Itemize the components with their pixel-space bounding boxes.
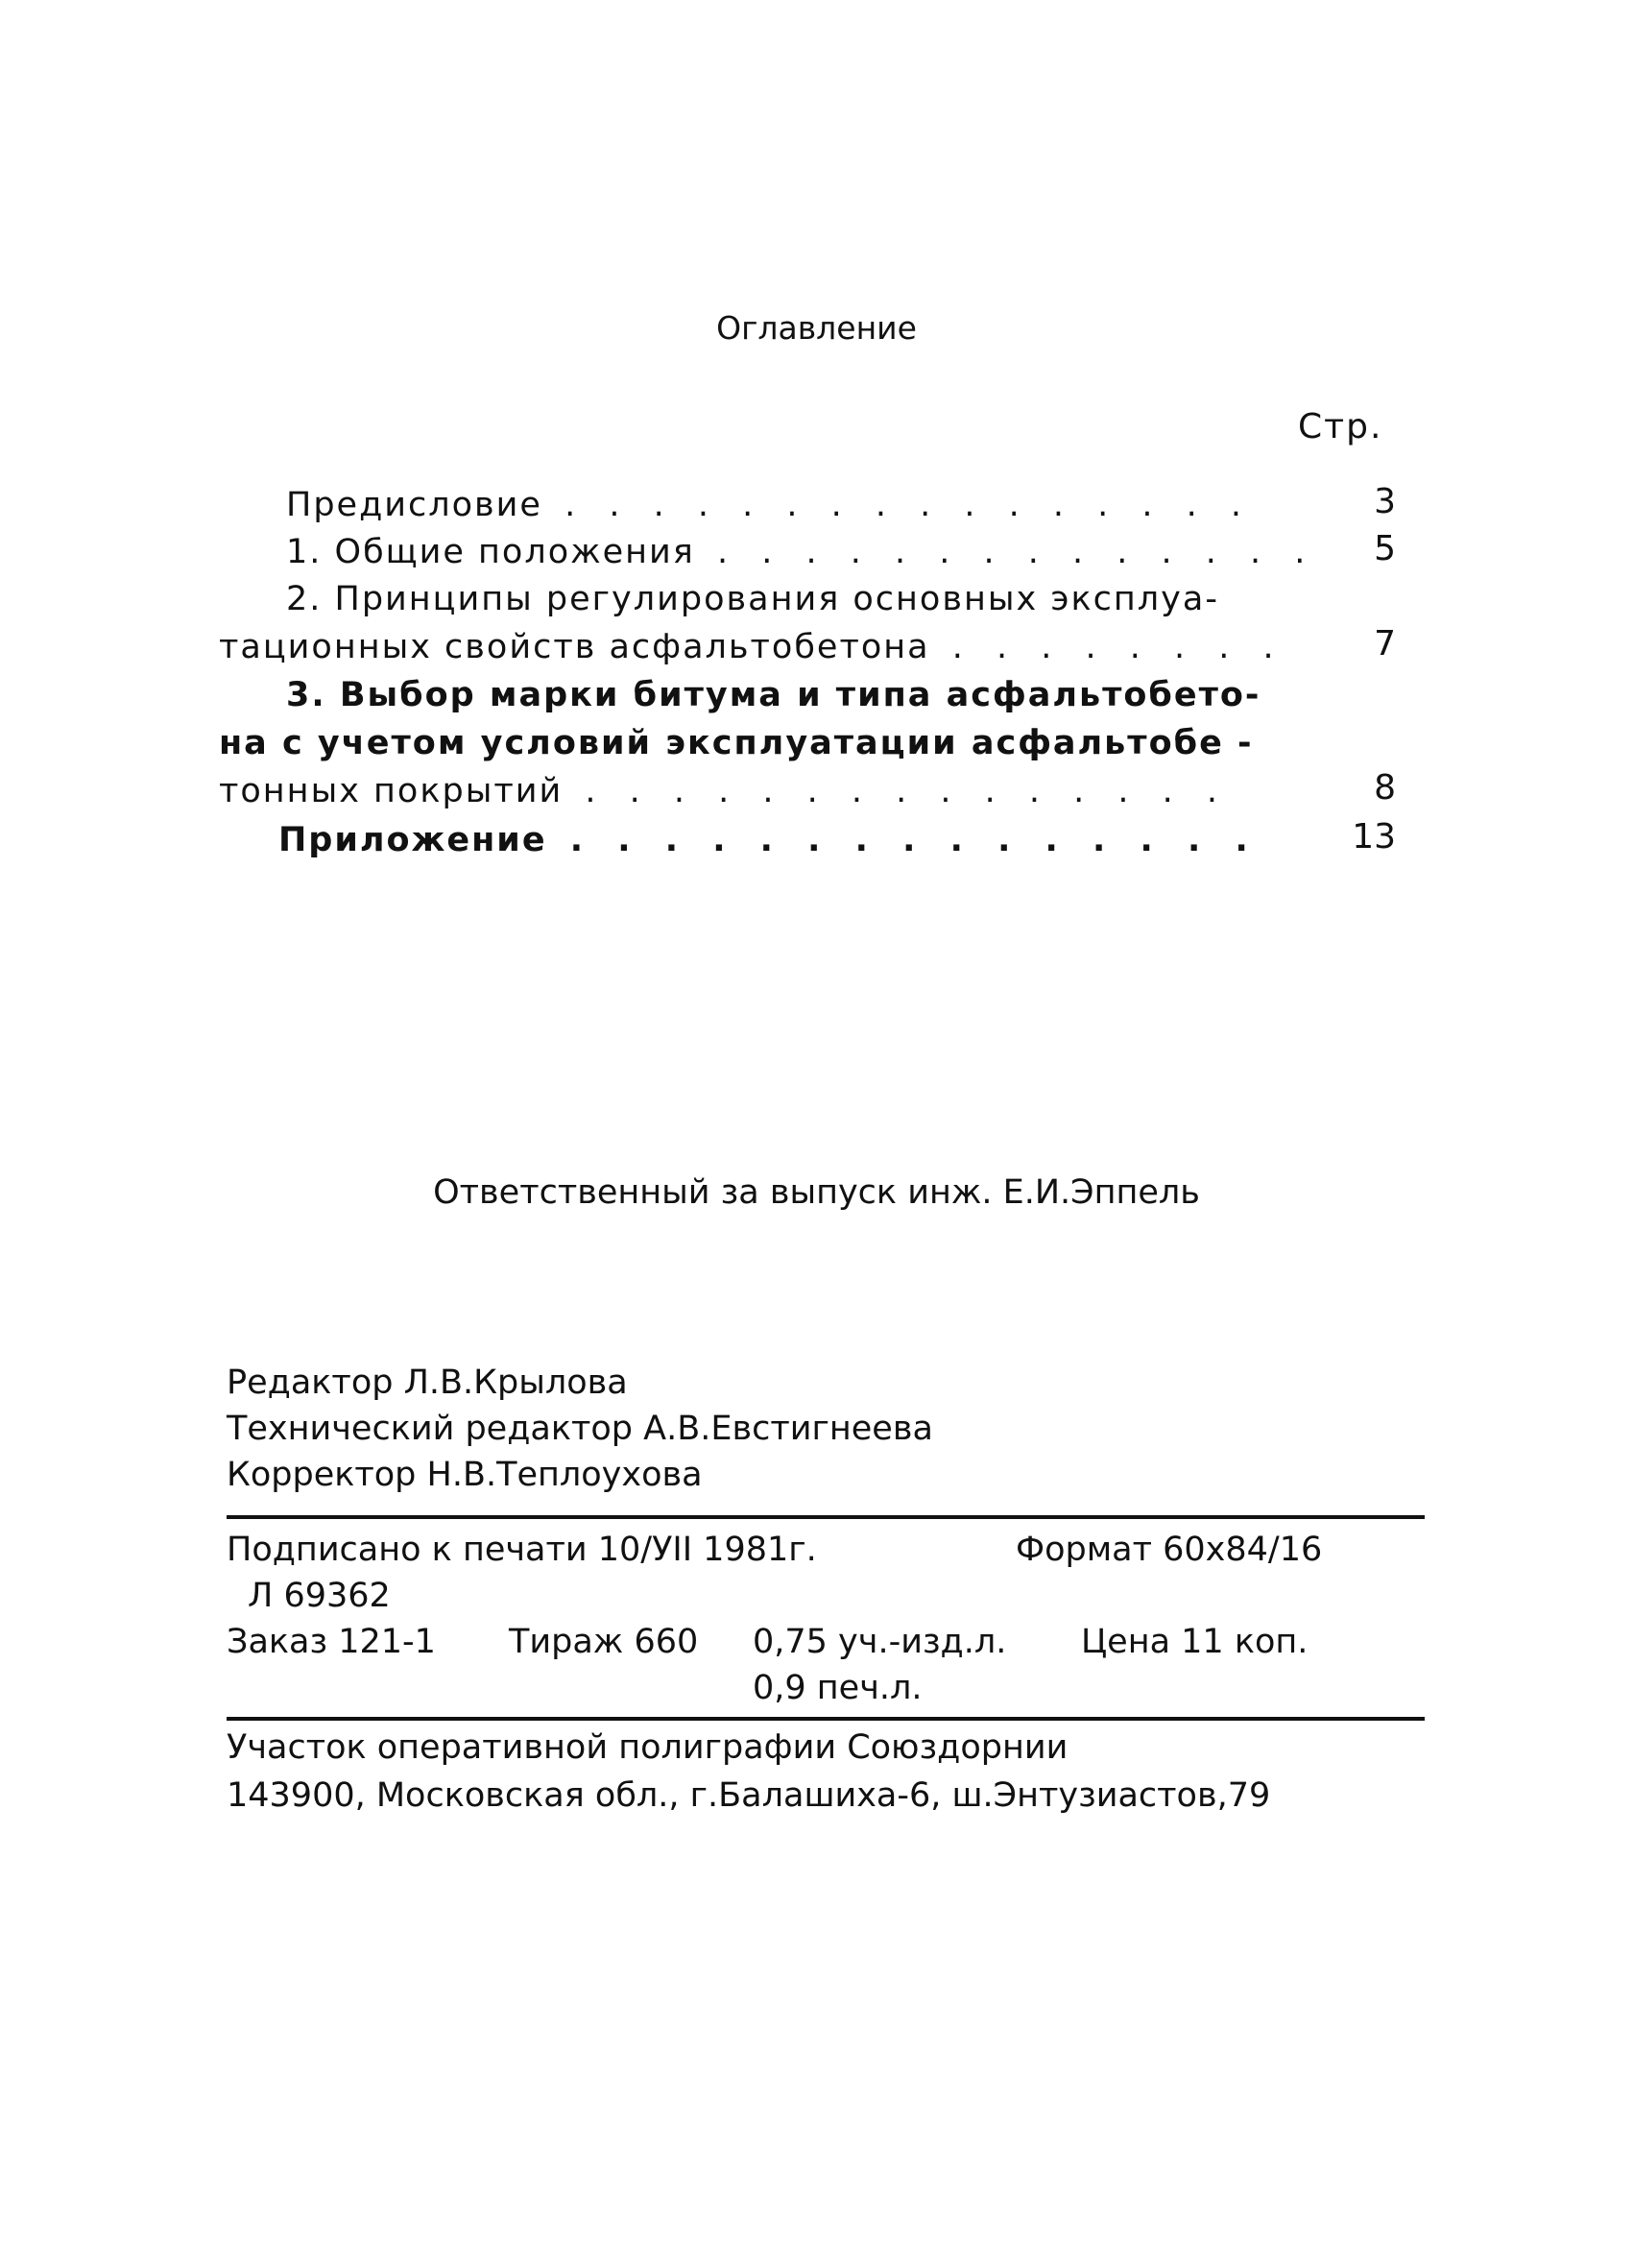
toc-page-column-label: Стр. [1298, 407, 1383, 446]
toc-entry-page: 5 [1374, 529, 1396, 568]
toc-entry-text: тонных покрытий [219, 772, 564, 810]
toc-entry-text: тационных свойств асфальтобетона [219, 628, 930, 666]
divider-bottom [227, 1717, 1425, 1721]
toc-entry-page: 3 [1374, 482, 1396, 521]
circulation: Тираж 660 [509, 1623, 699, 1661]
tech-editor-line: Технический редактор А.В.Евстигнеева [227, 1410, 933, 1448]
toc-leader-dots: . . . . . . . . . . . . . . . [563, 772, 1229, 810]
toc-entry-page: 13 [1352, 817, 1396, 857]
toc-entry-page: 8 [1374, 768, 1396, 808]
toc-leader-dots: . . . . . . . . . . . . . . [694, 533, 1317, 571]
proofreader-line: Корректор Н.В.Теплоухова [227, 1456, 703, 1494]
responsible-line: Ответственный за выпуск инж. Е.И.Эппель [433, 1173, 1200, 1212]
toc-title: Оглавление [716, 309, 917, 347]
toc-entry-principles-line2 [219, 624, 1285, 670]
format: Формат 60х84/16 [1016, 1531, 1323, 1569]
order-number: Заказ 121-1 [227, 1623, 436, 1661]
price: Цена 11 коп. [1081, 1623, 1309, 1661]
divider-top [227, 1515, 1425, 1519]
license-number: Л 69362 [248, 1577, 391, 1615]
print-sheets: 0,9 печ.л. [753, 1669, 923, 1707]
editor-line: Редактор Л.В.Крылова [227, 1363, 628, 1402]
toc-entry-choice-line3 [219, 768, 1229, 814]
toc-entry-page: 7 [1374, 624, 1396, 664]
toc-entry-choice-line2: на с учетом условий эксплуатации асфальтобе - [219, 724, 1254, 762]
toc-entry-choice-line1: 3. Выбор марки битума и типа асфальтобето- [286, 676, 1261, 714]
toc-entry-text: Предисловие [286, 486, 542, 524]
printer-name: Участок оперативной полиграфии Союздорнии [227, 1728, 1069, 1767]
toc-entry-general [286, 529, 1316, 575]
signed-to-print: Подписано к печати 10/УII 1981г. [227, 1531, 817, 1569]
toc-leader-dots: . . . . . . . . [929, 628, 1285, 666]
toc-entry-appendix [278, 817, 1260, 863]
publisher-sheets: 0,75 уч.-изд.л. [753, 1623, 1007, 1661]
toc-leader-dots: . . . . . . . . . . . . . . . . [541, 486, 1253, 524]
toc-entry-text: 1. Общие положения [286, 533, 695, 571]
toc-leader-dots: . . . . . . . . . . . . . . . [546, 821, 1260, 859]
toc-entry-principles-line1: 2. Принципы регулирования основных эксплуа- [286, 580, 1219, 618]
toc-entry-preface [286, 482, 1253, 528]
printer-address: 143900, Московская обл., г.Балашиха-6, ш.Энтузиастов,79 [227, 1776, 1271, 1815]
toc-entry-text: Приложение [278, 821, 547, 859]
